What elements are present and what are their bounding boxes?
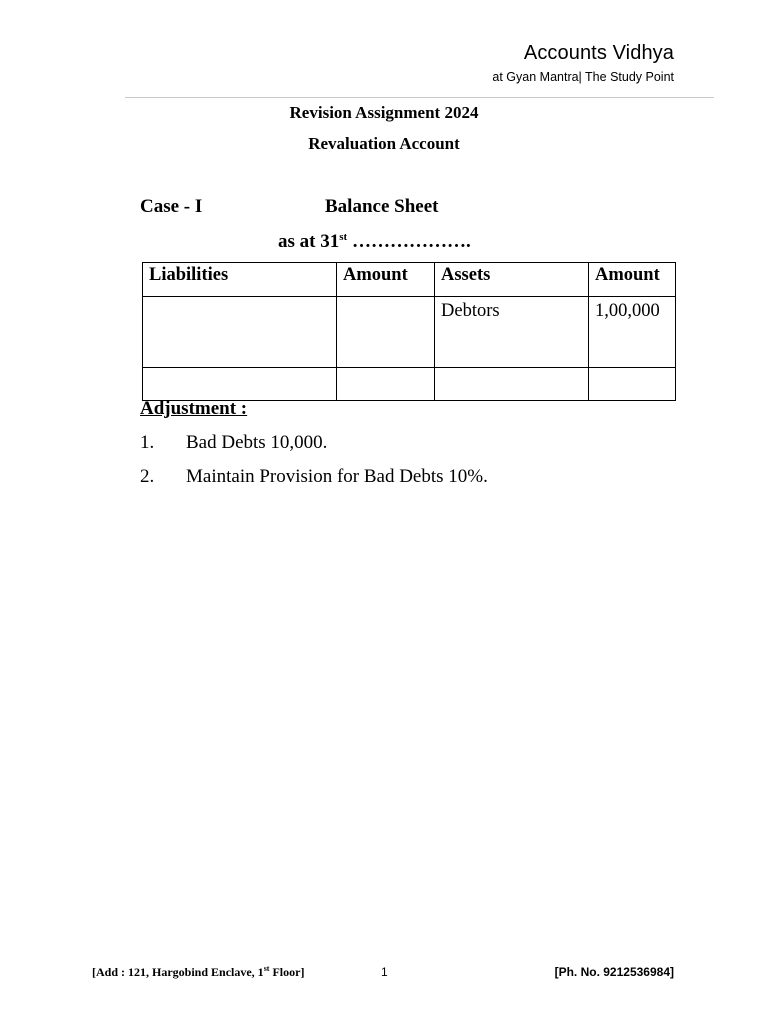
footer-address <box>92 965 304 980</box>
as-at-date <box>278 231 471 253</box>
document-subtitle: Revaluation Account <box>308 134 460 153</box>
list-item-text: Maintain Provision for Bad Debts 10%. <box>186 466 488 487</box>
brand-name: Accounts Vidhya <box>523 42 674 64</box>
table-cell <box>435 368 589 401</box>
footer-address-suffix: Floor] <box>269 965 305 979</box>
as-at-superscript: st <box>339 231 348 243</box>
table-cell <box>143 368 337 401</box>
case-label: Case - I <box>140 196 203 217</box>
table-cell <box>589 368 676 401</box>
table-cell <box>337 297 435 368</box>
table-header-row <box>143 263 676 297</box>
brand-tagline: at Gyan Mantra| The Study Point <box>492 70 674 84</box>
header-liabilities: Liabilities <box>143 263 337 297</box>
list-item-number: 1. <box>140 432 155 453</box>
header-divider <box>125 97 714 98</box>
table-cell <box>337 368 435 401</box>
header-amount-assets: Amount <box>589 263 676 297</box>
footer-phone: [Ph. No. 9212536984] <box>554 965 674 979</box>
balance-sheet-heading: Balance Sheet <box>325 196 439 217</box>
footer-address-prefix: [Add : 121, Hargobind Enclave, 1 <box>92 965 264 979</box>
header-amount-liabilities: Amount <box>337 263 435 297</box>
document-title: Revision Assignment 2024 <box>289 103 479 122</box>
table-row <box>143 368 676 401</box>
adjustment-heading: Adjustment : <box>140 398 248 419</box>
table-row <box>143 297 676 368</box>
list-item-number: 2. <box>140 466 155 487</box>
list-item-text: Bad Debts 10,000. <box>186 432 328 453</box>
page-number: 1 <box>381 965 388 979</box>
header-assets: Assets <box>435 263 589 297</box>
table-cell: Debtors <box>435 297 589 368</box>
as-at-prefix: as at 31 <box>278 231 340 252</box>
footer-address-superscript: st <box>263 964 270 973</box>
table-cell: 1,00,000 <box>589 297 676 368</box>
balance-sheet-table <box>142 262 676 401</box>
table-cell <box>143 297 337 368</box>
as-at-suffix: ………………. <box>347 231 471 252</box>
